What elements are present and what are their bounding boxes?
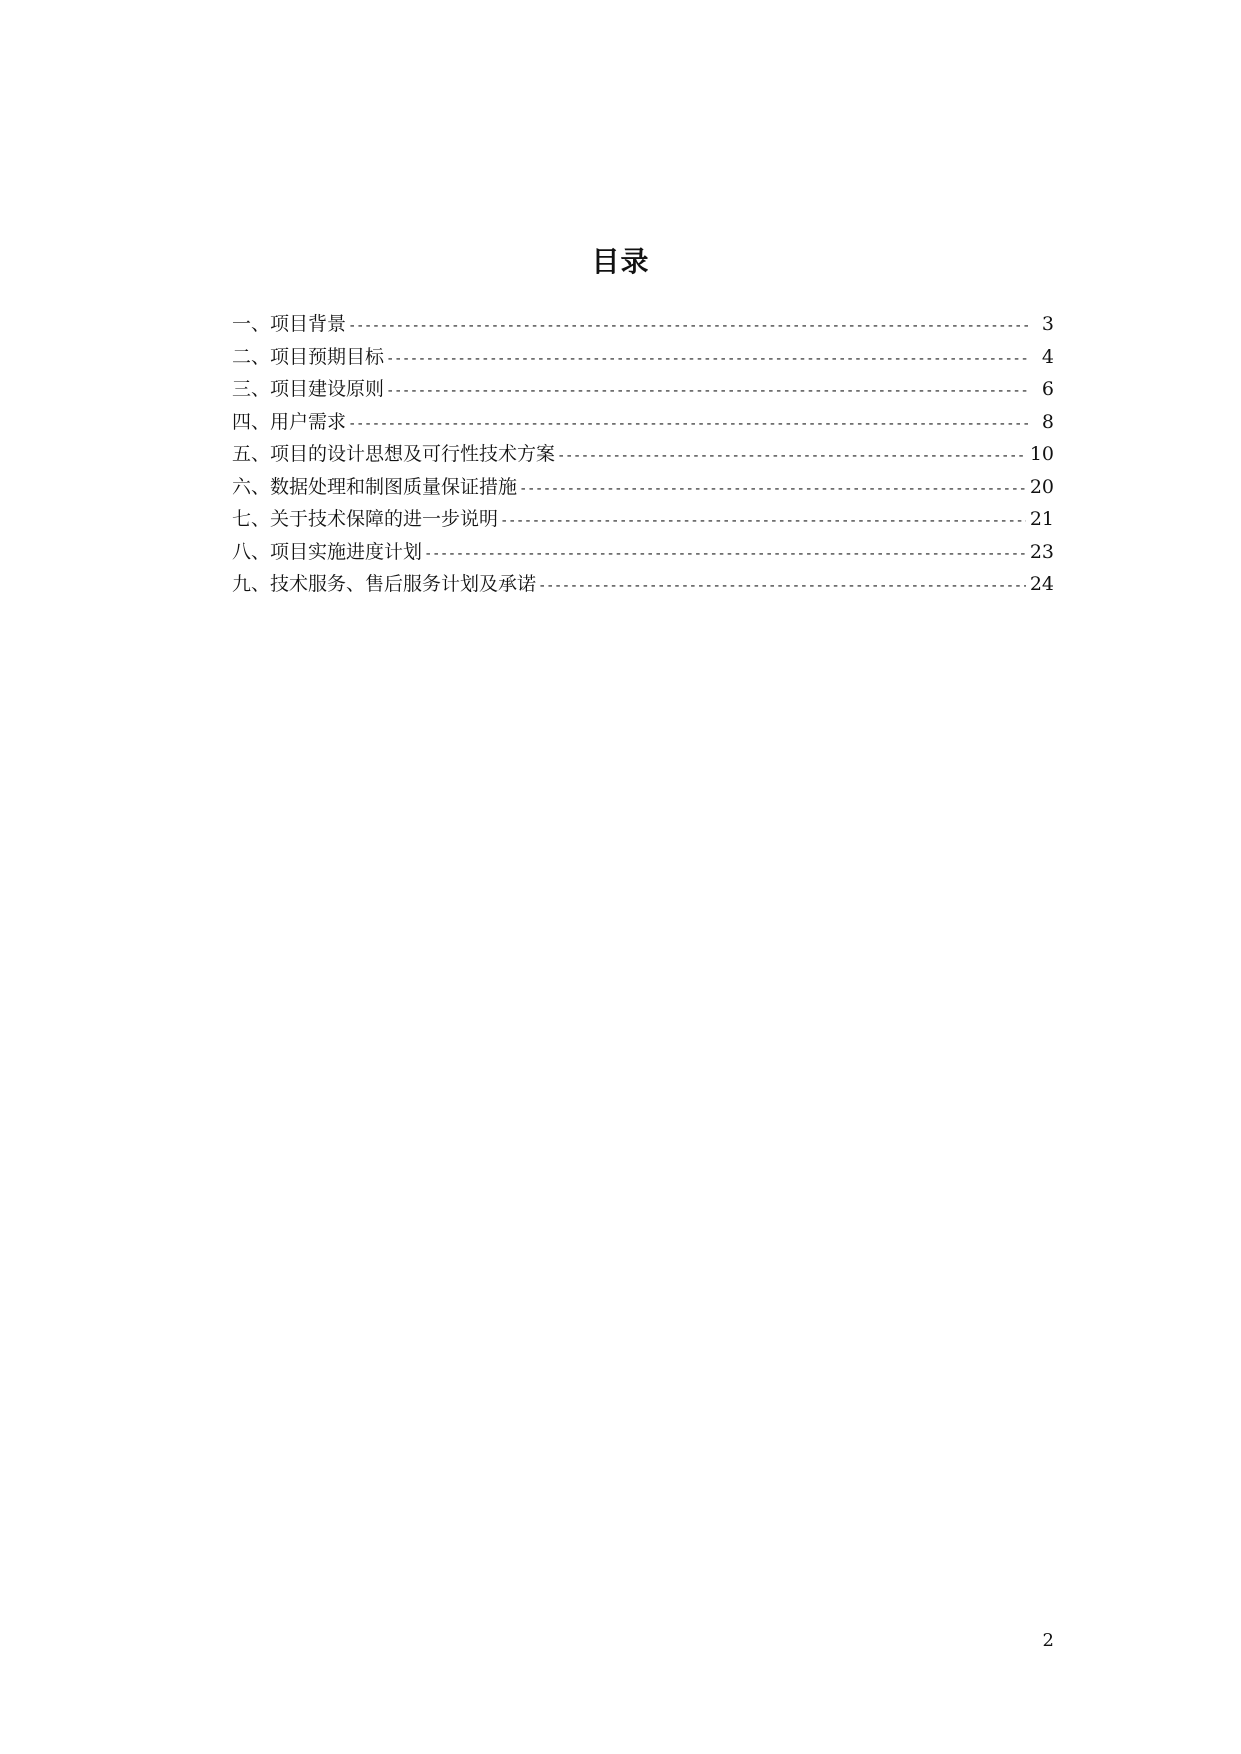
toc-entry[interactable] [232, 406, 1054, 439]
toc-dot-leader [348, 408, 1030, 441]
toc-entry[interactable] [232, 568, 1054, 601]
toc-entry-label: 六、数据处理和制图质量保证措施 [232, 475, 518, 498]
toc-dot-leader [538, 570, 1026, 603]
toc-dot-leader [386, 343, 1030, 376]
toc-entry-label: 三、项目建设原则 [232, 378, 385, 400]
toc-dot-leader [519, 473, 1026, 506]
toc-entry-label: 九、技术服务、售后服务计划及承诺 [232, 573, 537, 595]
toc-entry-page: 6 [1041, 378, 1054, 400]
toc-entry-page: 23 [1029, 540, 1054, 563]
toc-list [232, 308, 1054, 601]
toc-entry[interactable] [232, 438, 1054, 471]
toc-entry[interactable] [232, 536, 1054, 569]
toc-entry-page: 8 [1041, 410, 1054, 433]
toc-entry-label: 八、项目实施进度计划 [232, 540, 423, 563]
page-number: 2 [1042, 1630, 1054, 1651]
toc-title: 目录 [591, 245, 650, 278]
toc-entry-page: 10 [1029, 443, 1054, 465]
toc-dot-leader [386, 375, 1030, 408]
toc-entry-label: 二、项目预期目标 [232, 345, 385, 368]
toc-dot-leader [557, 440, 1026, 473]
toc-entry-label: 五、项目的设计思想及可行性技术方案 [232, 443, 556, 465]
toc-entry[interactable] [232, 503, 1054, 536]
toc-dot-leader [424, 538, 1026, 571]
toc-entry[interactable] [232, 373, 1054, 406]
toc-entry-label: 七、关于技术保障的进一步说明 [232, 508, 499, 530]
toc-dot-leader [500, 505, 1026, 538]
toc-entry-label: 一、项目背景 [232, 313, 347, 335]
toc-entry-label: 四、用户需求 [232, 410, 347, 433]
toc-entry-page: 4 [1041, 345, 1054, 368]
toc-entry-page: 24 [1029, 573, 1054, 595]
toc-dot-leader [348, 310, 1030, 343]
toc-entry-page: 21 [1029, 508, 1054, 530]
toc-entry-page: 20 [1029, 475, 1054, 498]
toc-entry-page: 3 [1041, 313, 1054, 335]
toc-entry[interactable] [232, 471, 1054, 504]
toc-entry[interactable] [232, 308, 1054, 341]
toc-entry[interactable] [232, 341, 1054, 374]
